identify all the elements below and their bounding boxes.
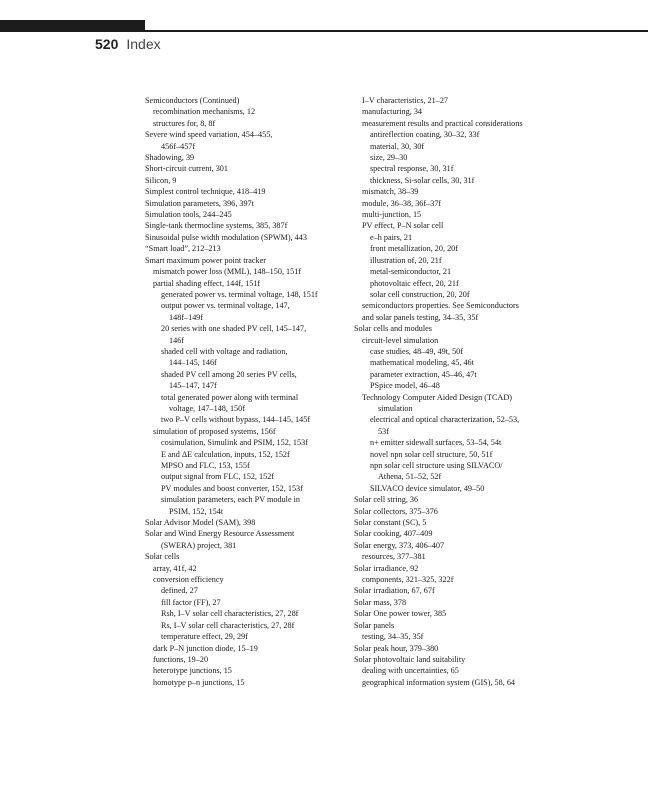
index-entry: structures for, 8, 8f (153, 118, 216, 128)
index-entry: mismatch power loss (MML), 148–150, 151f (153, 267, 302, 277)
index-entry: PSpice model, 46–48 (370, 381, 440, 391)
page-header (95, 35, 161, 53)
index-column-right (354, 95, 586, 688)
index-entry: voltage, 147–148, 150f (169, 403, 245, 413)
index-entry: Sinusoidal pulse width modulation (SPWM), 443 (145, 232, 307, 242)
index-entry: Solar cooking, 407–409 (354, 529, 433, 539)
index-entry: material, 30, 30f (370, 141, 425, 151)
index-entry: shaded PV cell among 20 series PV cells, (161, 369, 297, 379)
index-entry: Smart maximum power point tracker (145, 255, 266, 265)
index-entry: Single-tank thermocline systems, 385, 387f (145, 221, 288, 231)
index-entry: measurement results and practical considerations (362, 118, 523, 128)
index-entry: output signal from FLC, 152, 152f (161, 472, 275, 482)
index-entry: two P–V cells without bypass, 144–145, 145f (161, 415, 311, 425)
index-entry: Solar cell string, 36 (354, 495, 419, 505)
index-entry: mathematical modeling, 45, 46t (370, 358, 474, 368)
index-column-left (145, 95, 377, 688)
index-entry: Technology Computer Aided Design (TCAD) (362, 392, 512, 402)
index-entry: 53f (378, 426, 389, 436)
index-entry: npn solar cell structure using SILVACO/ (370, 461, 503, 470)
index-entry: (SWERA) project, 381 (161, 540, 237, 550)
index-entry: Silicon, 9 (145, 175, 177, 185)
index-entry: PSIM, 152, 154t (169, 506, 224, 516)
index-entry: Simulation parameters, 396, 397t (145, 198, 254, 208)
index-entry: metal-semiconductor, 21 (370, 267, 452, 277)
index-entry: spectral response, 30, 31f (370, 164, 454, 174)
index-entry: solar cell construction, 20, 20f (370, 289, 470, 299)
index-entry: Solar One power tower, 385 (354, 609, 447, 619)
index-entry: conversion efficiency (153, 575, 224, 585)
index-entry: simulation parameters, each PV module in (161, 495, 301, 505)
index-entry: fill factor (FF), 27 (161, 597, 221, 607)
index-entry: functions, 19–20 (153, 654, 209, 664)
index-entry: Solar irradiance, 92 (354, 563, 419, 573)
index-entry: Solar irradiation, 67, 67f (354, 586, 435, 596)
header-rule (145, 30, 648, 32)
index-entry: module, 36–38, 36f–37f (362, 198, 442, 208)
index-entry: components, 321–325, 322f (362, 575, 454, 585)
index-entry: array, 41f, 42 (153, 563, 197, 573)
index-entry: front metallization, 20, 20f (370, 244, 458, 254)
index-entry: homotype p–n junctions, 15 (153, 677, 245, 687)
index-entry: output power vs. terminal voltage, 147, (161, 301, 290, 311)
index-entry: simulation (378, 403, 413, 413)
index-entry: Simulation tools, 244–245 (145, 210, 232, 220)
index-entry: 145–147, 147f (169, 381, 217, 391)
index-entry: multi-junction, 15 (362, 210, 422, 220)
index-entry: “Smart load”, 212–213 (145, 244, 221, 254)
index-entry: 144–145, 146f (169, 358, 217, 368)
index-entry: Severe wind speed variation, 454–455, (145, 130, 273, 140)
index-entry: and solar panels testing, 34–35, 35f (362, 312, 479, 322)
index-entry: semiconductors properties. See Semiconductors (362, 301, 519, 311)
index-entry: total generated power along with terminal (161, 392, 299, 402)
index-entry: simulation of proposed systems, 156f (153, 426, 276, 436)
index-entry: 456f–457f (161, 141, 196, 151)
index-entry: generated power vs. terminal voltage, 148, 151f (161, 289, 318, 299)
index-entry: SILVACO device simulator, 49–50 (370, 483, 485, 493)
index-entry: Solar constant (SC), 5 (354, 518, 427, 528)
index-entry: Semiconductors (Continued) (145, 96, 240, 105)
index-entry: Solar cells and modules (354, 324, 432, 334)
index-entry: size, 29–30 (370, 153, 408, 163)
index-entry: heterotype junctions, 15 (153, 666, 232, 676)
index-entry: mismatch, 38–39 (362, 187, 419, 197)
index-entry: I–V characteristics, 21–27 (362, 96, 449, 105)
index-entry: electrical and optical characterization, 52–53, (370, 415, 520, 425)
index-entry: photovoltaic effect, 20, 21f (370, 278, 459, 288)
index-entry: case studies, 48–49, 49t, 50f (370, 346, 464, 356)
index-entry: antireflection coating, 30–32, 33f (370, 130, 480, 140)
index-entry: shaded cell with voltage and radiation, (161, 346, 288, 356)
index-entry: geographical information system (GIS), 58, 64 (362, 677, 516, 687)
index-entry: Solar cells (145, 552, 180, 562)
section-title: Index (126, 36, 161, 52)
index-entry: parameter extraction, 45–46, 47t (370, 369, 477, 379)
index-entry: Solar and Wind Energy Resource Assessment (145, 529, 295, 539)
index-entry: Solar panels (354, 620, 395, 630)
index-entry: Short-circuit current, 301 (145, 164, 228, 174)
index-entry: Rsh, I–V solar cell characteristics, 27, 28f (161, 609, 299, 619)
index-entry: Shadowing, 39 (145, 153, 195, 163)
index-entry: Solar energy, 373, 406–407 (354, 540, 445, 550)
index-entry: 20 series with one shaded PV cell, 145–147, (161, 324, 307, 334)
index-entry: Athena, 51–52, 52f (378, 472, 442, 482)
index-entry: resources, 377–381 (362, 552, 426, 562)
index-entry: Solar peak hour, 379–380 (354, 643, 439, 653)
index-entry: dealing with uncertainties, 65 (362, 666, 459, 676)
index-entry: illustration of, 20, 21f (370, 255, 442, 265)
index-entry: Solar collectors, 375–376 (354, 506, 438, 516)
index-entry: defined, 27 (161, 586, 198, 596)
index-entry: novel npn solar cell structure, 50, 51f (370, 449, 493, 459)
index-entry: n+ emitter sidewall surfaces, 53–54, 54t (370, 438, 502, 448)
index-entry: 146f (169, 335, 185, 345)
index-entry: cosimulation, Simulink and PSIM, 152, 153f (161, 438, 308, 448)
index-entry: recombination mechanisms, 12 (153, 107, 256, 117)
index-entry: e–h pairs, 21 (370, 232, 413, 242)
header-bar (0, 20, 145, 32)
index-entry: thickness, Si-solar cells, 30, 31f (370, 175, 475, 185)
index-entry: Solar Advisor Model (SAM), 398 (145, 518, 256, 528)
index-entry: circuit-level simulation (362, 335, 439, 345)
index-entry: dark P–N junction diode, 15–19 (153, 643, 258, 653)
index-entry: 148f–149f (169, 312, 204, 322)
index-entry: Solar mass, 378 (354, 597, 407, 607)
index-entry: Solar photovoltaic land suitability (354, 654, 466, 664)
index-entry: temperature effect, 29, 29f (161, 632, 248, 642)
index-entry: Simplest control technique, 418–419 (145, 187, 266, 197)
index-entry: manufacturing, 34 (362, 107, 423, 117)
index-entry: E and ΔE calculation, inputs, 152, 152f (161, 449, 290, 459)
index-entry: partial shading effect, 144f, 151f (153, 278, 261, 288)
index-entry: PV effect, P–N solar cell (362, 221, 444, 231)
page-number: 520 (95, 36, 119, 52)
index-entry: Rs, I–V solar cell characteristics, 27, 28f (161, 620, 295, 630)
index-entry: PV modules and boost converter, 152, 153f (161, 483, 303, 493)
index-entry: testing, 34–35, 35f (362, 632, 424, 642)
index-entry: MPSO and FLC, 153, 155f (161, 461, 250, 470)
